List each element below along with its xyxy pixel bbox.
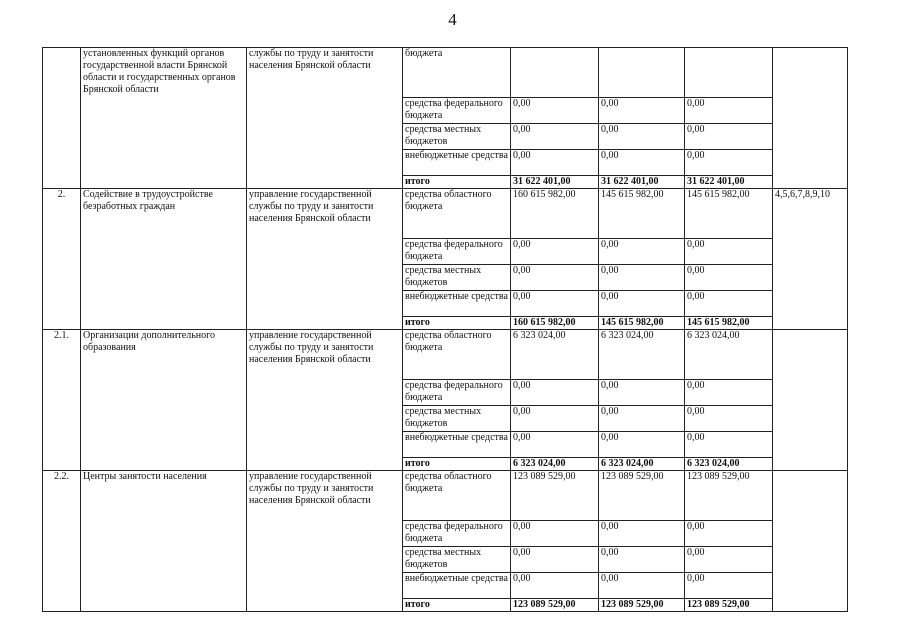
amount-year-3: 0,00 <box>685 124 773 150</box>
item-number: 2.2. <box>43 471 81 612</box>
amount-year-2: 145 615 982,00 <box>599 317 685 330</box>
amount-year-1: 160 615 982,00 <box>511 189 599 239</box>
funding-source: средства федерального бюджета <box>403 98 511 124</box>
item-executor: службы по труду и занятости населения Брянской области <box>247 48 403 189</box>
funding-source: внебюджетные средства <box>403 291 511 317</box>
table-row <box>43 48 848 98</box>
item-name: установленных функций органов государственной власти Брянской области и государственных органов Брянской области <box>81 48 247 189</box>
item-executor: управление государственной службы по труду и занятости населения Брянской области <box>247 330 403 471</box>
amount-year-2: 0,00 <box>599 150 685 176</box>
table-row <box>43 471 848 521</box>
funding-source: средства областного бюджета <box>403 189 511 239</box>
amount-year-1: 6 323 024,00 <box>511 330 599 380</box>
funding-source: средства федерального бюджета <box>403 380 511 406</box>
amount-year-2: 6 323 024,00 <box>599 330 685 380</box>
funding-source: средства областного бюджета <box>403 471 511 521</box>
amount-year-2: 31 622 401,00 <box>599 176 685 189</box>
funding-source: бюджета <box>403 48 511 98</box>
amount-year-3: 6 323 024,00 <box>685 458 773 471</box>
amount-year-3: 6 323 024,00 <box>685 330 773 380</box>
amount-year-3: 0,00 <box>685 406 773 432</box>
amount-year-3: 0,00 <box>685 380 773 406</box>
amount-year-3: 0,00 <box>685 521 773 547</box>
amount-year-2: 145 615 982,00 <box>599 189 685 239</box>
budget-table <box>42 47 848 612</box>
amount-year-1: 0,00 <box>511 98 599 124</box>
target-indicators <box>773 48 848 189</box>
funding-source: итого <box>403 176 511 189</box>
amount-year-3: 0,00 <box>685 291 773 317</box>
amount-year-3: 145 615 982,00 <box>685 189 773 239</box>
item-number <box>43 48 81 189</box>
item-number: 2.1. <box>43 330 81 471</box>
amount-year-3 <box>685 48 773 98</box>
page-number: 4 <box>448 10 457 29</box>
amount-year-3: 0,00 <box>685 239 773 265</box>
amount-year-2: 0,00 <box>599 98 685 124</box>
table-row <box>43 330 848 380</box>
funding-source: средства местных бюджетов <box>403 124 511 150</box>
amount-year-3: 0,00 <box>685 265 773 291</box>
amount-year-1: 0,00 <box>511 406 599 432</box>
funding-source: средства местных бюджетов <box>403 406 511 432</box>
funding-source: внебюджетные средства <box>403 150 511 176</box>
amount-year-3: 123 089 529,00 <box>685 599 773 612</box>
amount-year-2: 0,00 <box>599 521 685 547</box>
amount-year-1: 31 622 401,00 <box>511 176 599 189</box>
amount-year-1: 0,00 <box>511 291 599 317</box>
amount-year-2: 123 089 529,00 <box>599 471 685 521</box>
amount-year-2 <box>599 48 685 98</box>
funding-source: итого <box>403 317 511 330</box>
funding-source: внебюджетные средства <box>403 573 511 599</box>
table-row <box>43 189 848 239</box>
funding-source: внебюджетные средства <box>403 432 511 458</box>
amount-year-2: 0,00 <box>599 124 685 150</box>
amount-year-1: 0,00 <box>511 380 599 406</box>
amount-year-1: 0,00 <box>511 239 599 265</box>
amount-year-3: 0,00 <box>685 573 773 599</box>
amount-year-3: 123 089 529,00 <box>685 471 773 521</box>
amount-year-2: 0,00 <box>599 239 685 265</box>
amount-year-2: 6 323 024,00 <box>599 458 685 471</box>
amount-year-1: 0,00 <box>511 150 599 176</box>
target-indicators <box>773 330 848 471</box>
amount-year-3: 145 615 982,00 <box>685 317 773 330</box>
funding-source: средства федерального бюджета <box>403 521 511 547</box>
amount-year-3: 0,00 <box>685 432 773 458</box>
amount-year-1: 0,00 <box>511 573 599 599</box>
amount-year-3: 0,00 <box>685 150 773 176</box>
amount-year-1: 0,00 <box>511 521 599 547</box>
budget-table-body <box>43 48 848 612</box>
amount-year-1: 0,00 <box>511 124 599 150</box>
item-executor: управление государственной службы по труду и занятости населения Брянской области <box>247 471 403 612</box>
amount-year-1: 123 089 529,00 <box>511 599 599 612</box>
amount-year-2: 0,00 <box>599 291 685 317</box>
amount-year-1: 0,00 <box>511 432 599 458</box>
amount-year-1 <box>511 48 599 98</box>
amount-year-3: 0,00 <box>685 98 773 124</box>
target-indicators <box>773 471 848 612</box>
amount-year-2: 0,00 <box>599 573 685 599</box>
item-name: Центры занятости населения <box>81 471 247 612</box>
amount-year-2: 0,00 <box>599 406 685 432</box>
amount-year-2: 0,00 <box>599 432 685 458</box>
item-executor: управление государственной службы по труду и занятости населения Брянской области <box>247 189 403 330</box>
amount-year-2: 123 089 529,00 <box>599 599 685 612</box>
amount-year-2: 0,00 <box>599 265 685 291</box>
target-indicators: 4,5,6,7,8,9,10 <box>773 189 848 330</box>
amount-year-1: 6 323 024,00 <box>511 458 599 471</box>
funding-source: средства местных бюджетов <box>403 265 511 291</box>
amount-year-2: 0,00 <box>599 380 685 406</box>
item-name: Организации дополнительного образования <box>81 330 247 471</box>
funding-source: итого <box>403 458 511 471</box>
amount-year-3: 0,00 <box>685 547 773 573</box>
amount-year-2: 0,00 <box>599 547 685 573</box>
item-name: Содействие в трудоустройстве безработных граждан <box>81 189 247 330</box>
funding-source: средства местных бюджетов <box>403 547 511 573</box>
amount-year-1: 160 615 982,00 <box>511 317 599 330</box>
funding-source: средства федерального бюджета <box>403 239 511 265</box>
amount-year-3: 31 622 401,00 <box>685 176 773 189</box>
amount-year-1: 0,00 <box>511 265 599 291</box>
amount-year-1: 0,00 <box>511 547 599 573</box>
item-number: 2. <box>43 189 81 330</box>
funding-source: итого <box>403 599 511 612</box>
funding-source: средства областного бюджета <box>403 330 511 380</box>
amount-year-1: 123 089 529,00 <box>511 471 599 521</box>
